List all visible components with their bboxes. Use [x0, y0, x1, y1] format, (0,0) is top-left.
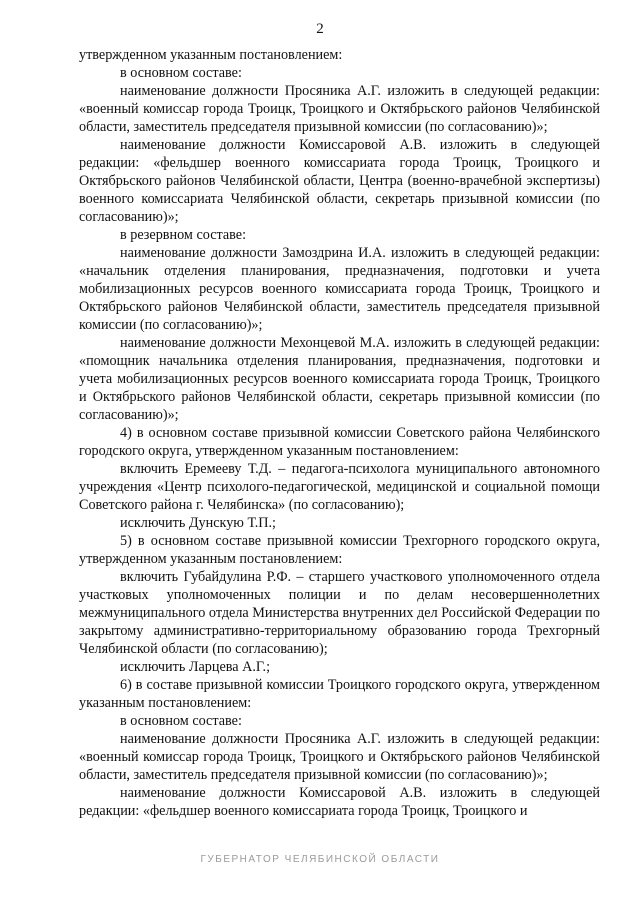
paragraph: 6) в составе призывной комиссии Троицкого городского округа, утвержденном указанным постановлением: [79, 677, 600, 711]
paragraph: в основном составе: [120, 65, 242, 81]
paragraph: в основном составе: [120, 713, 242, 729]
page-number: 2 [316, 21, 324, 37]
paragraph: наименование должности Просяника А.Г. изложить в следующей редакции: «военный комиссар города Троицк, Троицкого и Октябрьского районов Челябинской области, заместитель председателя призывной комиссии (по согласованию)»; [79, 83, 600, 135]
paragraph: наименование должности Комиссаровой А.В. изложить в следующей редакции: «фельдшер военного комиссариата города Троицк, Троицкого и [79, 785, 600, 819]
paragraph: включить Губайдулина Р.Ф. – старшего участкового уполномоченного отдела участковых уполномоченных полиции и по делам несовершеннолетних межмуниципального отдела Министерства внутренних дел Российской Федерации по закрытому административно-территориальному образованию города Трехгорный Челябинской области (по согласованию); [79, 569, 600, 657]
document-body [79, 46, 600, 820]
paragraph: включить Еремееву Т.Д. – педагога-психолога муниципального автономного учреждения «Центр психолого-педагогической, медицинской и социальной помощи Советского района г. Челябинска» (по согласованию); [79, 461, 600, 513]
paragraph: наименование должности Замоздрина И.А. изложить в следующей редакции: «начальник отделения планирования, предназначения, подготовки и учета мобилизационных ресурсов военного комиссариата города Троицк, Троицкого и Октябрьского районов Челябинской области, заместитель председателя призывной комиссии (по согласованию)»; [79, 245, 600, 333]
footer-watermark: ГУБЕРНАТОР ЧЕЛЯБИНСКОЙ ОБЛАСТИ [200, 854, 440, 865]
paragraph: в резервном составе: [120, 227, 247, 243]
paragraph: 4) в основном составе призывной комиссии Советского района Челябинского городского округа, утвержденном указанным постановлением: [79, 425, 600, 459]
paragraph: исключить Дунскую Т.П.; [120, 515, 276, 531]
paragraph: наименование должности Просяника А.Г. изложить в следующей редакции: «военный комиссар города Троицк, Троицкого и Октябрьского районов Челябинской области, заместитель председателя призывной комиссии (по согласованию)»; [79, 731, 600, 783]
paragraph: наименование должности Комиссаровой А.В. изложить в следующей редакции: «фельдшер военного комиссариата города Троицк, Троицкого и Октябрьского районов Челябинской области, Центра (военно-врачебной экспертизы) военного комиссариата Челябинской области, секретарь призывной комиссии (по согласованию)»; [79, 137, 600, 225]
paragraph: наименование должности Мехонцевой М.А. изложить в следующей редакции: «помощник начальника отделения планирования, предназначения, подготовки и учета мобилизационных ресурсов военного комиссариата города Троицк, Троицкого и Октябрьского районов Челябинской области, секретарь призывной комиссии (по согласованию)»; [79, 335, 600, 423]
paragraph: 5) в основном составе призывной комиссии Трехгорного городского округа, утвержденном указанным постановлением: [79, 533, 600, 567]
paragraph: утвержденном указанным постановлением: [79, 47, 343, 63]
paragraph: исключить Ларцева А.Г.; [120, 659, 271, 675]
